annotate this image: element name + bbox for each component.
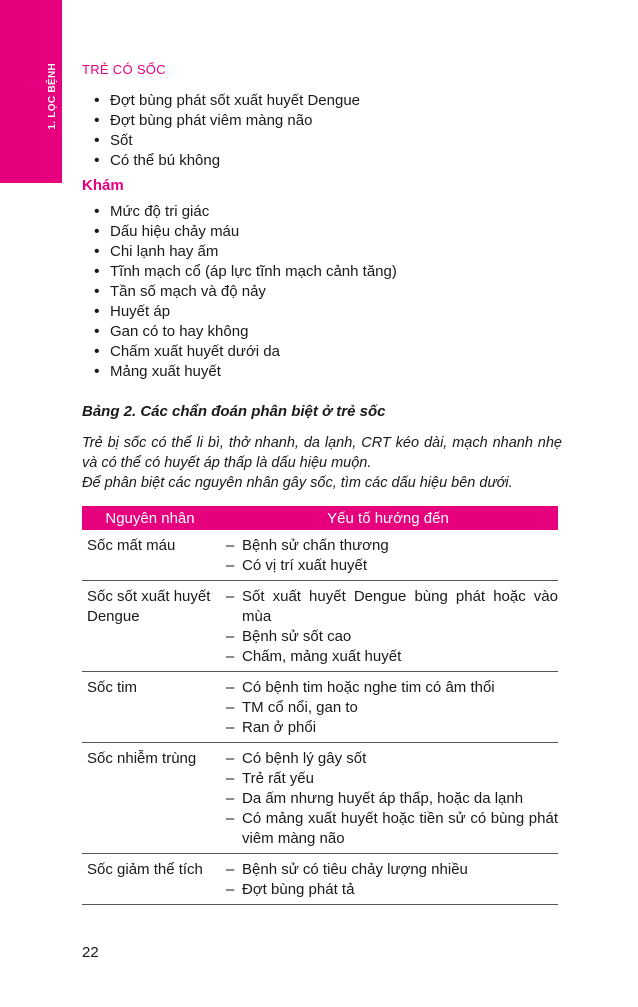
table-row — [82, 530, 558, 581]
factor-item: – Chấm, mảng xuất huyết — [226, 647, 558, 667]
factor-item: – Da ấm nhưng huyết áp thấp, hoặc da lạnh — [226, 789, 558, 809]
header-factors: Yếu tố hướng đến — [218, 506, 558, 530]
cause-cell: Sốc tim — [82, 672, 218, 743]
factor-item: – TM cổ nổi, gan to — [226, 698, 558, 718]
factor-item: – Trẻ rất yếu — [226, 769, 558, 789]
history-bullet-list — [94, 91, 360, 171]
factor-item: – Có mảng xuất huyết hoặc tiền sử có bùng phát viêm màng não — [226, 809, 558, 849]
factors-cell — [218, 743, 558, 854]
intro-line: Để phân biệt các nguyên nhân gây sốc, tìm các dấu hiệu bên dưới. — [82, 475, 513, 491]
list-item: • Chấm xuất huyết dưới da — [94, 342, 397, 362]
list-item: • Mảng xuất huyết — [94, 362, 397, 382]
intro-paragraph — [82, 433, 562, 493]
list-item: • Có thể bú không — [94, 151, 360, 171]
table-row — [82, 854, 558, 905]
cause-cell: Sốc mất máu — [82, 530, 218, 581]
list-item: • Đợt bùng phát viêm màng não — [94, 111, 360, 131]
factor-item: – Sốt xuất huyết Dengue bùng phát hoặc vào mùa — [226, 587, 558, 627]
factor-item: – Ran ở phổi — [226, 718, 558, 738]
factor-item: – Bệnh sử chấn thương — [226, 536, 558, 556]
intro-line: Trẻ bị sốc có thể li bì, thở nhanh, da lạnh, CRT kéo dài, mạch nhanh nhẹ — [82, 435, 562, 451]
cause-cell: Sốc nhiễm trùng — [82, 743, 218, 854]
factor-item: – Có bệnh tim hoặc nghe tim có âm thổi — [226, 678, 558, 698]
page-number: 22 — [82, 944, 99, 961]
list-item: • Huyết áp — [94, 302, 397, 322]
table-caption: Bảng 2. Các chẩn đoán phân biệt ở trẻ sốc — [82, 403, 386, 420]
table-row — [82, 672, 558, 743]
list-item: • Tĩnh mạch cổ (áp lực tĩnh mạch cảnh tăng) — [94, 262, 397, 282]
factors-cell — [218, 581, 558, 672]
factor-item: – Bệnh sử có tiêu chảy lượng nhiều — [226, 860, 558, 880]
factors-cell — [218, 854, 558, 905]
factor-item: – Có bệnh lý gây sốt — [226, 749, 558, 769]
factor-item: – Có vị trí xuất huyết — [226, 556, 558, 576]
factors-cell — [218, 672, 558, 743]
examination-bullet-list — [94, 202, 397, 382]
section-heading: TRẺ CÓ SỐC — [82, 62, 166, 77]
factor-item: – Bệnh sử sốt cao — [226, 627, 558, 647]
list-item: • Đợt bùng phát sốt xuất huyết Dengue — [94, 91, 360, 111]
table-header-row — [82, 506, 558, 530]
factors-cell — [218, 530, 558, 581]
table-row — [82, 581, 558, 672]
list-item: • Dấu hiệu chảy máu — [94, 222, 397, 242]
table-row — [82, 743, 558, 854]
cause-cell: Sốc sốt xuất huyết Dengue — [82, 581, 218, 672]
factor-item: – Đợt bùng phát tả — [226, 880, 558, 900]
header-cause: Nguyên nhân — [82, 506, 218, 530]
examination-heading: Khám — [82, 177, 124, 194]
list-item: • Gan có to hay không — [94, 322, 397, 342]
list-item: • Mức độ tri giác — [94, 202, 397, 222]
list-item: • Sốt — [94, 131, 360, 151]
chapter-tab-label: 1. LỌC BỆNH — [47, 63, 58, 130]
differential-diagnosis-table — [82, 506, 558, 905]
list-item: • Tần số mạch và độ nảy — [94, 282, 397, 302]
cause-cell: Sốc giảm thể tích — [82, 854, 218, 905]
intro-line: và có thể có huyết áp thấp là dấu hiệu muộn. — [82, 455, 372, 471]
chapter-side-tab — [0, 0, 62, 183]
list-item: • Chi lạnh hay ấm — [94, 242, 397, 262]
